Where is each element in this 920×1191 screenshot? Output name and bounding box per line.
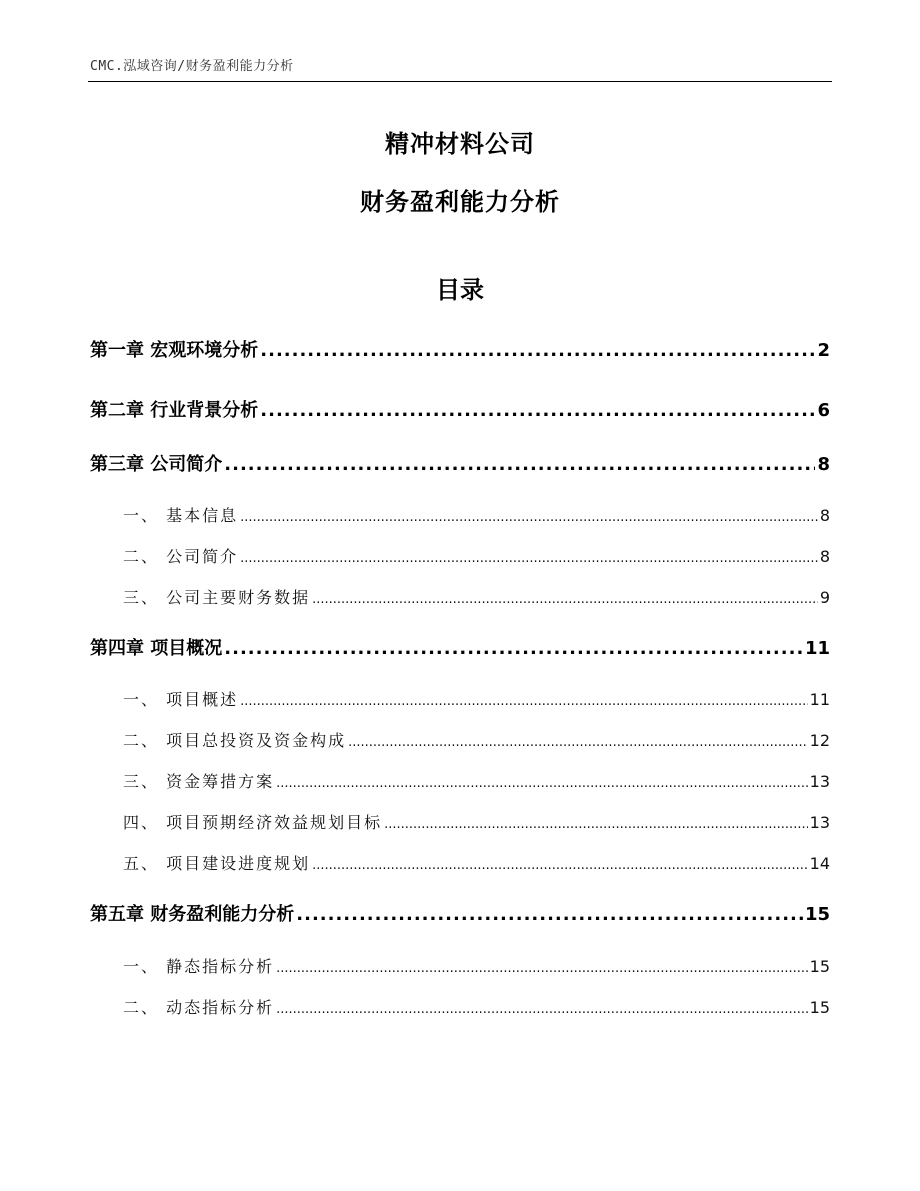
running-header: CMC.泓域咨询/财务盈利能力分析: [90, 59, 294, 74]
toc-entry-chapter-5[interactable]: [90, 900, 830, 930]
toc-entry-label: 第一章 宏观环境分析: [90, 340, 259, 361]
toc-dot-leader: [224, 638, 803, 659]
toc-dot-leader: [276, 998, 808, 1017]
toc-dot-leader: [384, 813, 808, 832]
toc-dot-leader: [312, 588, 818, 607]
toc-dot-leader: [296, 904, 803, 925]
toc-heading: 目录: [436, 276, 484, 304]
toc-entry-page: 11: [809, 690, 830, 709]
toc-entry-page: 8: [819, 506, 830, 525]
toc-dot-leader: [260, 340, 815, 361]
toc-entry-chapter-3[interactable]: [90, 450, 830, 480]
toc-dot-leader: [260, 400, 815, 421]
toc-entry-section[interactable]: [90, 851, 830, 881]
toc-entry-label: 四、 项目预期经济效益规划目标: [123, 813, 383, 832]
toc-entry-page: 13: [809, 772, 830, 791]
toc-entry-label: 二、 项目总投资及资金构成: [123, 731, 347, 750]
toc-entry-section[interactable]: [90, 995, 830, 1025]
toc-entry-label: 一、 静态指标分析: [123, 957, 275, 976]
toc-entry-page: 15: [804, 904, 830, 925]
toc-entry-label: 二、 动态指标分析: [123, 998, 275, 1017]
toc-entry-section[interactable]: [90, 503, 830, 533]
document-subtitle: 财务盈利能力分析: [360, 188, 560, 216]
toc-entry-label: 第二章 行业背景分析: [90, 400, 259, 421]
toc-entry-label: 三、 资金筹措方案: [123, 772, 275, 791]
toc-entry-page: 12: [809, 731, 830, 750]
toc-entry-page: 8: [819, 547, 830, 566]
toc-entry-label: 第四章 项目概况: [90, 638, 223, 659]
header-rule: [88, 81, 832, 82]
toc-entry-page: 15: [809, 998, 830, 1017]
toc-dot-leader: [276, 957, 808, 976]
document-title: 精冲材料公司: [385, 130, 535, 158]
toc-entry-page: 8: [817, 454, 830, 475]
toc-dot-leader: [276, 772, 808, 791]
toc-entry-section[interactable]: [90, 810, 830, 840]
toc-dot-leader: [240, 690, 808, 709]
toc-entry-section[interactable]: [90, 544, 830, 574]
toc-entry-label: 三、 公司主要财务数据: [123, 588, 311, 607]
toc-entry-label: 一、 项目概述: [123, 690, 239, 709]
toc-dot-leader: [240, 547, 818, 566]
toc-entry-label: 五、 项目建设进度规划: [123, 854, 311, 873]
toc-dot-leader: [240, 506, 818, 525]
toc-entry-label: 二、 公司简介: [123, 547, 239, 566]
toc-entry-label: 一、 基本信息: [123, 506, 239, 525]
toc-entry-section[interactable]: [90, 769, 830, 799]
toc-entry-chapter-4[interactable]: [90, 634, 830, 664]
toc-entry-section[interactable]: [90, 954, 830, 984]
toc-entry-section[interactable]: [90, 585, 830, 615]
toc-dot-leader: [224, 454, 815, 475]
toc-dot-leader: [312, 854, 808, 873]
toc-entry-chapter-2[interactable]: [90, 396, 830, 426]
toc-entry-section[interactable]: [90, 687, 830, 717]
toc-entry-page: 15: [809, 957, 830, 976]
toc-entry-label: 第三章 公司简介: [90, 454, 223, 475]
toc-entry-chapter-1[interactable]: [90, 336, 830, 366]
toc-entry-label: 第五章 财务盈利能力分析: [90, 904, 295, 925]
toc-entry-page: 9: [819, 588, 830, 607]
toc-entry-page: 11: [804, 638, 830, 659]
toc-entry-page: 14: [809, 854, 830, 873]
toc-entry-page: 6: [817, 400, 830, 421]
toc-entry-section[interactable]: [90, 728, 830, 758]
toc-dot-leader: [348, 731, 808, 750]
toc-entry-page: 2: [817, 340, 830, 361]
toc-entry-page: 13: [809, 813, 830, 832]
